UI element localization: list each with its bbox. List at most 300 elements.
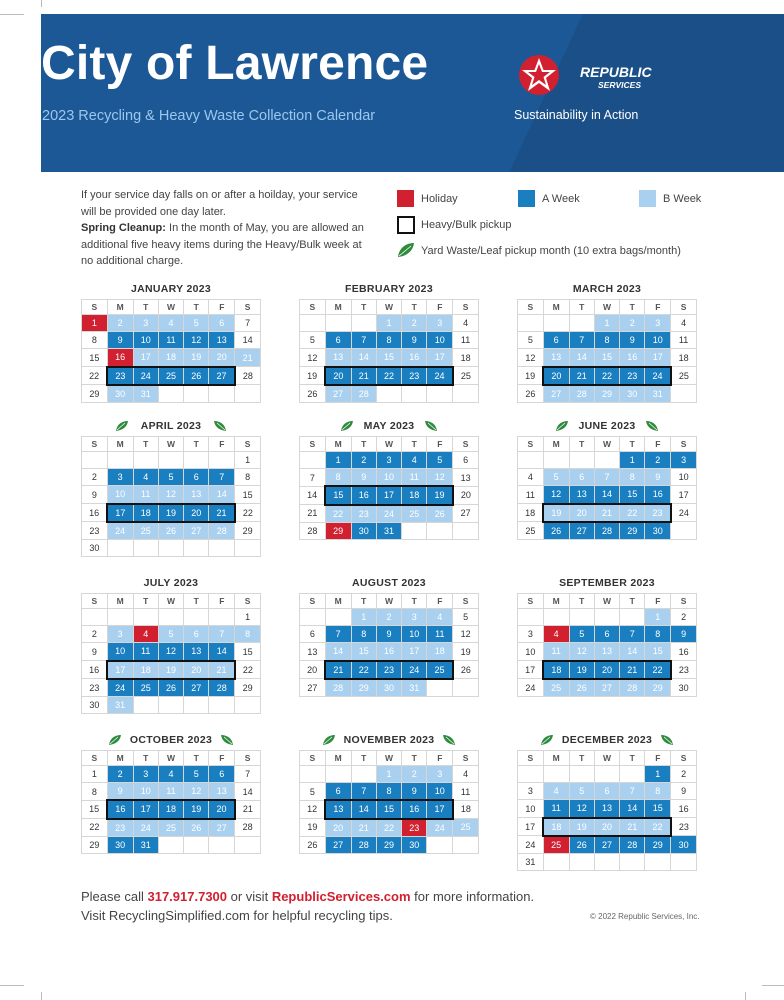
day-cell: 4 [133,626,158,643]
day-cell: 7 [620,626,645,643]
empty-cell [594,766,619,783]
day-cell: 5 [427,452,453,469]
leaf-icon [108,734,122,746]
empty-cell [133,609,158,626]
week-row [518,315,697,332]
day-cell: 4 [453,315,479,332]
leaf-icon [424,420,438,432]
day-cell: 15 [82,349,108,367]
week-row [300,486,479,504]
day-cell: 28 [209,522,235,540]
week-row [82,836,261,853]
day-cell: 20 [184,504,209,522]
empty-cell [351,315,376,332]
day-cell: 8 [594,332,619,349]
week-row [300,626,479,643]
month-grid [299,750,479,854]
day-of-week-header: T [620,300,645,315]
day-cell: 2 [107,315,133,332]
day-cell: 5 [518,332,544,349]
day-cell: 21 [569,367,594,385]
legend-bulk-swatch [397,216,415,234]
day-cell: 27 [325,385,351,403]
day-cell: 18 [671,349,697,367]
day-cell: 3 [427,315,453,332]
week-row [82,696,261,713]
day-cell: 13 [184,643,209,661]
day-cell: 25 [158,367,183,385]
month-grid [517,299,697,403]
empty-cell [158,609,183,626]
day-cell: 13 [209,783,235,801]
day-cell: 3 [133,315,158,332]
empty-cell [569,315,594,332]
month-grid [81,593,261,714]
day-cell: 7 [209,626,235,643]
day-cell: 24 [107,679,133,697]
day-cell: 20 [184,661,209,679]
day-cell: 17 [518,661,544,679]
day-cell: 14 [235,783,261,801]
day-of-week-header: S [82,594,108,609]
day-cell: 24 [107,522,133,540]
day-cell: 15 [645,643,671,661]
day-of-week-header: S [453,751,479,766]
day-of-week-header: T [184,594,209,609]
day-cell: 12 [184,783,209,801]
day-cell: 13 [569,486,594,504]
day-cell: 23 [351,505,376,523]
info-holiday-note: If your service day falls on or after a hoilday, your service will be provided one day later. [81,189,358,218]
week-row [82,332,261,349]
empty-cell [158,836,183,853]
footer-text: or visit [227,889,272,904]
day-cell: 28 [235,819,261,837]
empty-cell [325,766,351,783]
day-cell: 29 [645,679,671,697]
legend-yard-waste-label: Yard Waste/Leaf pickup month (10 extra bags/month) [421,245,681,257]
day-cell: 1 [325,452,351,469]
day-cell: 28 [569,385,594,403]
day-of-week-header: T [402,594,427,609]
day-cell: 29 [325,522,351,539]
day-cell: 26 [453,661,479,679]
day-cell: 3 [427,766,453,783]
day-cell: 25 [402,505,427,523]
day-cell: 11 [402,469,427,487]
day-cell: 9 [351,469,376,487]
day-cell: 29 [82,836,108,853]
day-cell: 17 [518,818,544,836]
crop-mark [41,0,42,7]
day-of-week-header: F [209,751,235,766]
month-title: AUGUST 2023 [352,577,426,589]
day-cell: 11 [133,486,158,504]
day-cell: 9 [620,332,645,349]
day-cell: 5 [300,783,326,801]
empty-cell [569,853,594,870]
website-link[interactable]: RepublicServices.com [271,889,411,904]
page-title: City of Lawrence [41,37,429,90]
day-of-week-header: F [645,437,671,452]
day-cell: 16 [82,661,108,679]
day-cell: 30 [402,836,427,853]
leaf-icon [220,734,234,746]
day-cell: 1 [82,766,108,783]
day-cell: 22 [82,367,108,385]
tagline: Sustainability in Action [514,108,639,122]
day-cell: 15 [235,486,261,504]
empty-cell [184,696,209,713]
leaf-icon [645,420,659,432]
day-cell: 14 [351,349,376,367]
day-cell: 24 [518,679,544,697]
week-row [82,315,261,332]
week-row [518,679,697,697]
day-cell: 19 [158,661,183,679]
day-cell: 11 [158,332,183,349]
day-cell: 21 [620,818,645,836]
day-of-week-header: T [402,751,427,766]
day-cell: 11 [543,800,569,818]
week-row [82,661,261,679]
day-of-week-header: S [300,437,326,452]
day-of-week-header: F [209,594,235,609]
empty-cell [133,539,158,556]
day-cell: 26 [569,679,594,697]
day-cell: 24 [427,367,453,385]
day-of-week-header: F [645,300,671,315]
week-row [518,332,697,349]
day-cell: 9 [107,783,133,801]
empty-cell [300,315,326,332]
day-cell: 5 [158,626,183,643]
day-cell: 10 [518,643,544,661]
empty-cell [453,522,479,539]
day-cell: 4 [671,315,697,332]
month-title: MARCH 2023 [572,283,642,295]
week-row [82,522,261,540]
day-cell: 10 [107,643,133,661]
day-of-week-header: F [427,300,453,315]
day-cell: 9 [107,332,133,349]
leaf-icon [540,734,554,746]
crop-mark [41,992,42,1000]
day-cell: 19 [518,367,544,385]
day-cell: 6 [325,332,351,349]
day-cell: 10 [133,783,158,801]
week-row [518,469,697,486]
day-cell: 29 [351,679,376,697]
day-cell: 20 [209,349,235,367]
day-of-week-header: M [543,751,569,766]
day-cell: 17 [133,800,158,818]
day-cell: 6 [184,626,209,643]
day-of-week-header: T [184,751,209,766]
day-cell: 8 [376,332,401,349]
day-cell: 11 [518,486,544,504]
day-cell: 22 [235,661,261,679]
month-grid [299,436,479,540]
day-cell: 20 [594,661,619,679]
day-cell: 27 [453,505,479,523]
day-cell: 11 [543,643,569,661]
week-row [518,452,697,469]
day-cell: 17 [107,504,133,522]
week-row [518,643,697,661]
day-of-week-header: M [325,300,351,315]
day-cell: 14 [620,800,645,818]
leaf-icon [397,242,415,258]
day-cell: 19 [184,800,209,818]
day-of-week-header: F [427,594,453,609]
legend-a-week-swatch [518,190,535,207]
day-cell: 7 [300,469,326,487]
crop-mark [0,985,24,986]
empty-cell [235,836,261,853]
day-cell: 23 [645,504,671,522]
day-of-week-header: M [543,437,569,452]
day-cell: 5 [184,315,209,332]
week-row [82,626,261,643]
day-cell: 31 [133,385,158,403]
day-cell: 20 [453,486,479,504]
day-cell: 16 [107,349,133,367]
day-cell: 16 [671,800,697,818]
day-cell: 17 [376,486,401,504]
empty-cell [620,853,645,870]
day-cell: 2 [620,315,645,332]
day-cell: 6 [209,315,235,332]
week-row [300,609,479,626]
week-row [300,385,479,403]
empty-cell [184,539,209,556]
day-cell: 9 [376,626,401,643]
day-cell: 6 [300,626,326,643]
day-cell: 26 [569,836,594,854]
week-row [518,367,697,385]
empty-cell [235,696,261,713]
day-cell: 28 [351,836,376,853]
day-cell: 12 [518,349,544,367]
week-row [82,679,261,697]
month-grid [81,436,261,557]
day-of-week-header: W [594,300,619,315]
day-cell: 31 [402,679,427,697]
day-cell: 12 [543,486,569,504]
day-cell: 4 [427,609,453,626]
empty-cell [402,385,427,403]
footer-text: for more information. [410,889,535,904]
week-row [82,539,261,556]
empty-cell [569,452,594,469]
day-cell: 28 [620,679,645,697]
day-cell: 7 [325,626,351,643]
day-cell: 11 [133,643,158,661]
day-cell: 10 [376,469,401,487]
day-cell: 15 [620,486,645,504]
crop-mark [0,14,24,15]
day-of-week-header: S [82,751,108,766]
day-cell: 4 [518,469,544,486]
day-cell: 1 [235,452,261,469]
day-cell: 24 [671,504,697,522]
day-cell: 4 [453,766,479,783]
empty-cell [569,609,594,626]
week-row [82,819,261,837]
empty-cell [453,679,479,697]
day-of-week-header: S [82,437,108,452]
empty-cell [569,766,594,783]
empty-cell [671,522,697,540]
phone-link[interactable]: 317.917.7300 [147,889,228,904]
day-cell: 1 [645,766,671,783]
day-cell: 27 [209,367,235,385]
day-cell: 5 [569,626,594,643]
day-cell: 5 [543,469,569,486]
day-cell: 2 [82,469,108,486]
day-cell: 22 [82,819,108,837]
day-cell: 30 [82,539,108,556]
month-title: OCTOBER 2023 [129,734,213,746]
month-title: JUNE 2023 [578,420,636,432]
day-cell: 14 [300,486,326,504]
month-grid [517,750,697,871]
day-cell: 8 [351,626,376,643]
day-cell: 16 [351,486,376,504]
day-of-week-header: M [107,300,133,315]
empty-cell [158,452,183,469]
day-of-week-header: W [594,437,619,452]
week-row [300,332,479,349]
week-row [82,800,261,818]
day-of-week-header: T [569,751,594,766]
day-cell: 6 [569,469,594,486]
day-cell: 20 [325,367,351,385]
day-cell: 12 [158,486,183,504]
day-cell: 1 [594,315,619,332]
day-cell: 22 [325,505,351,523]
week-row [82,486,261,504]
legend-bulk-label: Heavy/Bulk pickup [421,219,512,231]
day-cell: 20 [300,661,326,679]
day-cell: 17 [402,643,427,661]
day-cell: 5 [184,766,209,783]
week-row [300,367,479,385]
day-of-week-header: M [325,437,351,452]
empty-cell [209,836,235,853]
day-cell: 3 [107,626,133,643]
leaf-icon [322,734,336,746]
day-cell: 30 [82,696,108,713]
day-cell: 8 [325,469,351,487]
day-cell: 14 [351,800,376,818]
day-cell: 9 [645,469,671,486]
day-of-week-header: S [671,300,697,315]
day-cell: 13 [594,643,619,661]
day-cell: 15 [235,643,261,661]
day-cell: 22 [645,661,671,679]
day-of-week-header: S [518,300,544,315]
day-of-week-header: F [209,300,235,315]
day-cell: 16 [620,349,645,367]
day-cell: 12 [184,332,209,349]
day-cell: 2 [671,766,697,783]
day-of-week-header: T [133,751,158,766]
day-cell: 9 [402,783,427,801]
day-cell: 24 [645,367,671,385]
day-cell: 26 [300,385,326,403]
day-cell: 21 [300,505,326,523]
day-of-week-header: M [325,594,351,609]
day-of-week-header: T [184,300,209,315]
day-cell: 19 [543,504,569,522]
day-cell: 23 [107,367,133,385]
day-cell: 12 [158,643,183,661]
day-cell: 30 [107,385,133,403]
day-cell: 16 [671,643,697,661]
week-row [300,783,479,801]
day-cell: 25 [543,679,569,697]
day-cell: 3 [518,626,544,643]
day-of-week-header: T [620,594,645,609]
week-row [300,661,479,679]
day-cell: 14 [325,643,351,661]
day-cell: 29 [376,836,401,853]
legend-b-week-swatch [639,190,656,207]
day-cell: 14 [569,349,594,367]
day-of-week-header: T [402,300,427,315]
day-cell: 2 [376,609,401,626]
empty-cell [427,385,453,403]
day-cell: 12 [300,349,326,367]
day-of-week-header: W [376,751,401,766]
month-grid [517,436,697,540]
day-of-week-header: S [453,300,479,315]
day-cell: 3 [645,315,671,332]
day-of-week-header: S [235,751,261,766]
day-cell: 14 [235,332,261,349]
week-row [300,522,479,539]
empty-cell [427,522,453,539]
day-of-week-header: S [671,594,697,609]
week-row [300,836,479,853]
empty-cell [620,609,645,626]
day-cell: 21 [235,349,261,367]
empty-cell [671,853,697,870]
empty-cell [376,385,401,403]
day-cell: 25 [543,836,569,854]
day-cell: 26 [158,522,183,540]
week-row [518,522,697,540]
day-cell: 7 [209,469,235,486]
day-of-week-header: T [620,751,645,766]
day-cell: 7 [620,783,645,800]
day-cell: 31 [376,522,401,539]
empty-cell [209,609,235,626]
day-cell: 23 [671,818,697,836]
day-cell: 3 [402,609,427,626]
day-cell: 8 [82,332,108,349]
day-of-week-header: F [645,751,671,766]
day-of-week-header: T [620,437,645,452]
day-cell: 22 [351,661,376,679]
day-cell: 20 [543,367,569,385]
day-cell: 9 [82,643,108,661]
day-cell: 26 [158,679,183,697]
empty-cell [82,609,108,626]
day-of-week-header: M [543,594,569,609]
